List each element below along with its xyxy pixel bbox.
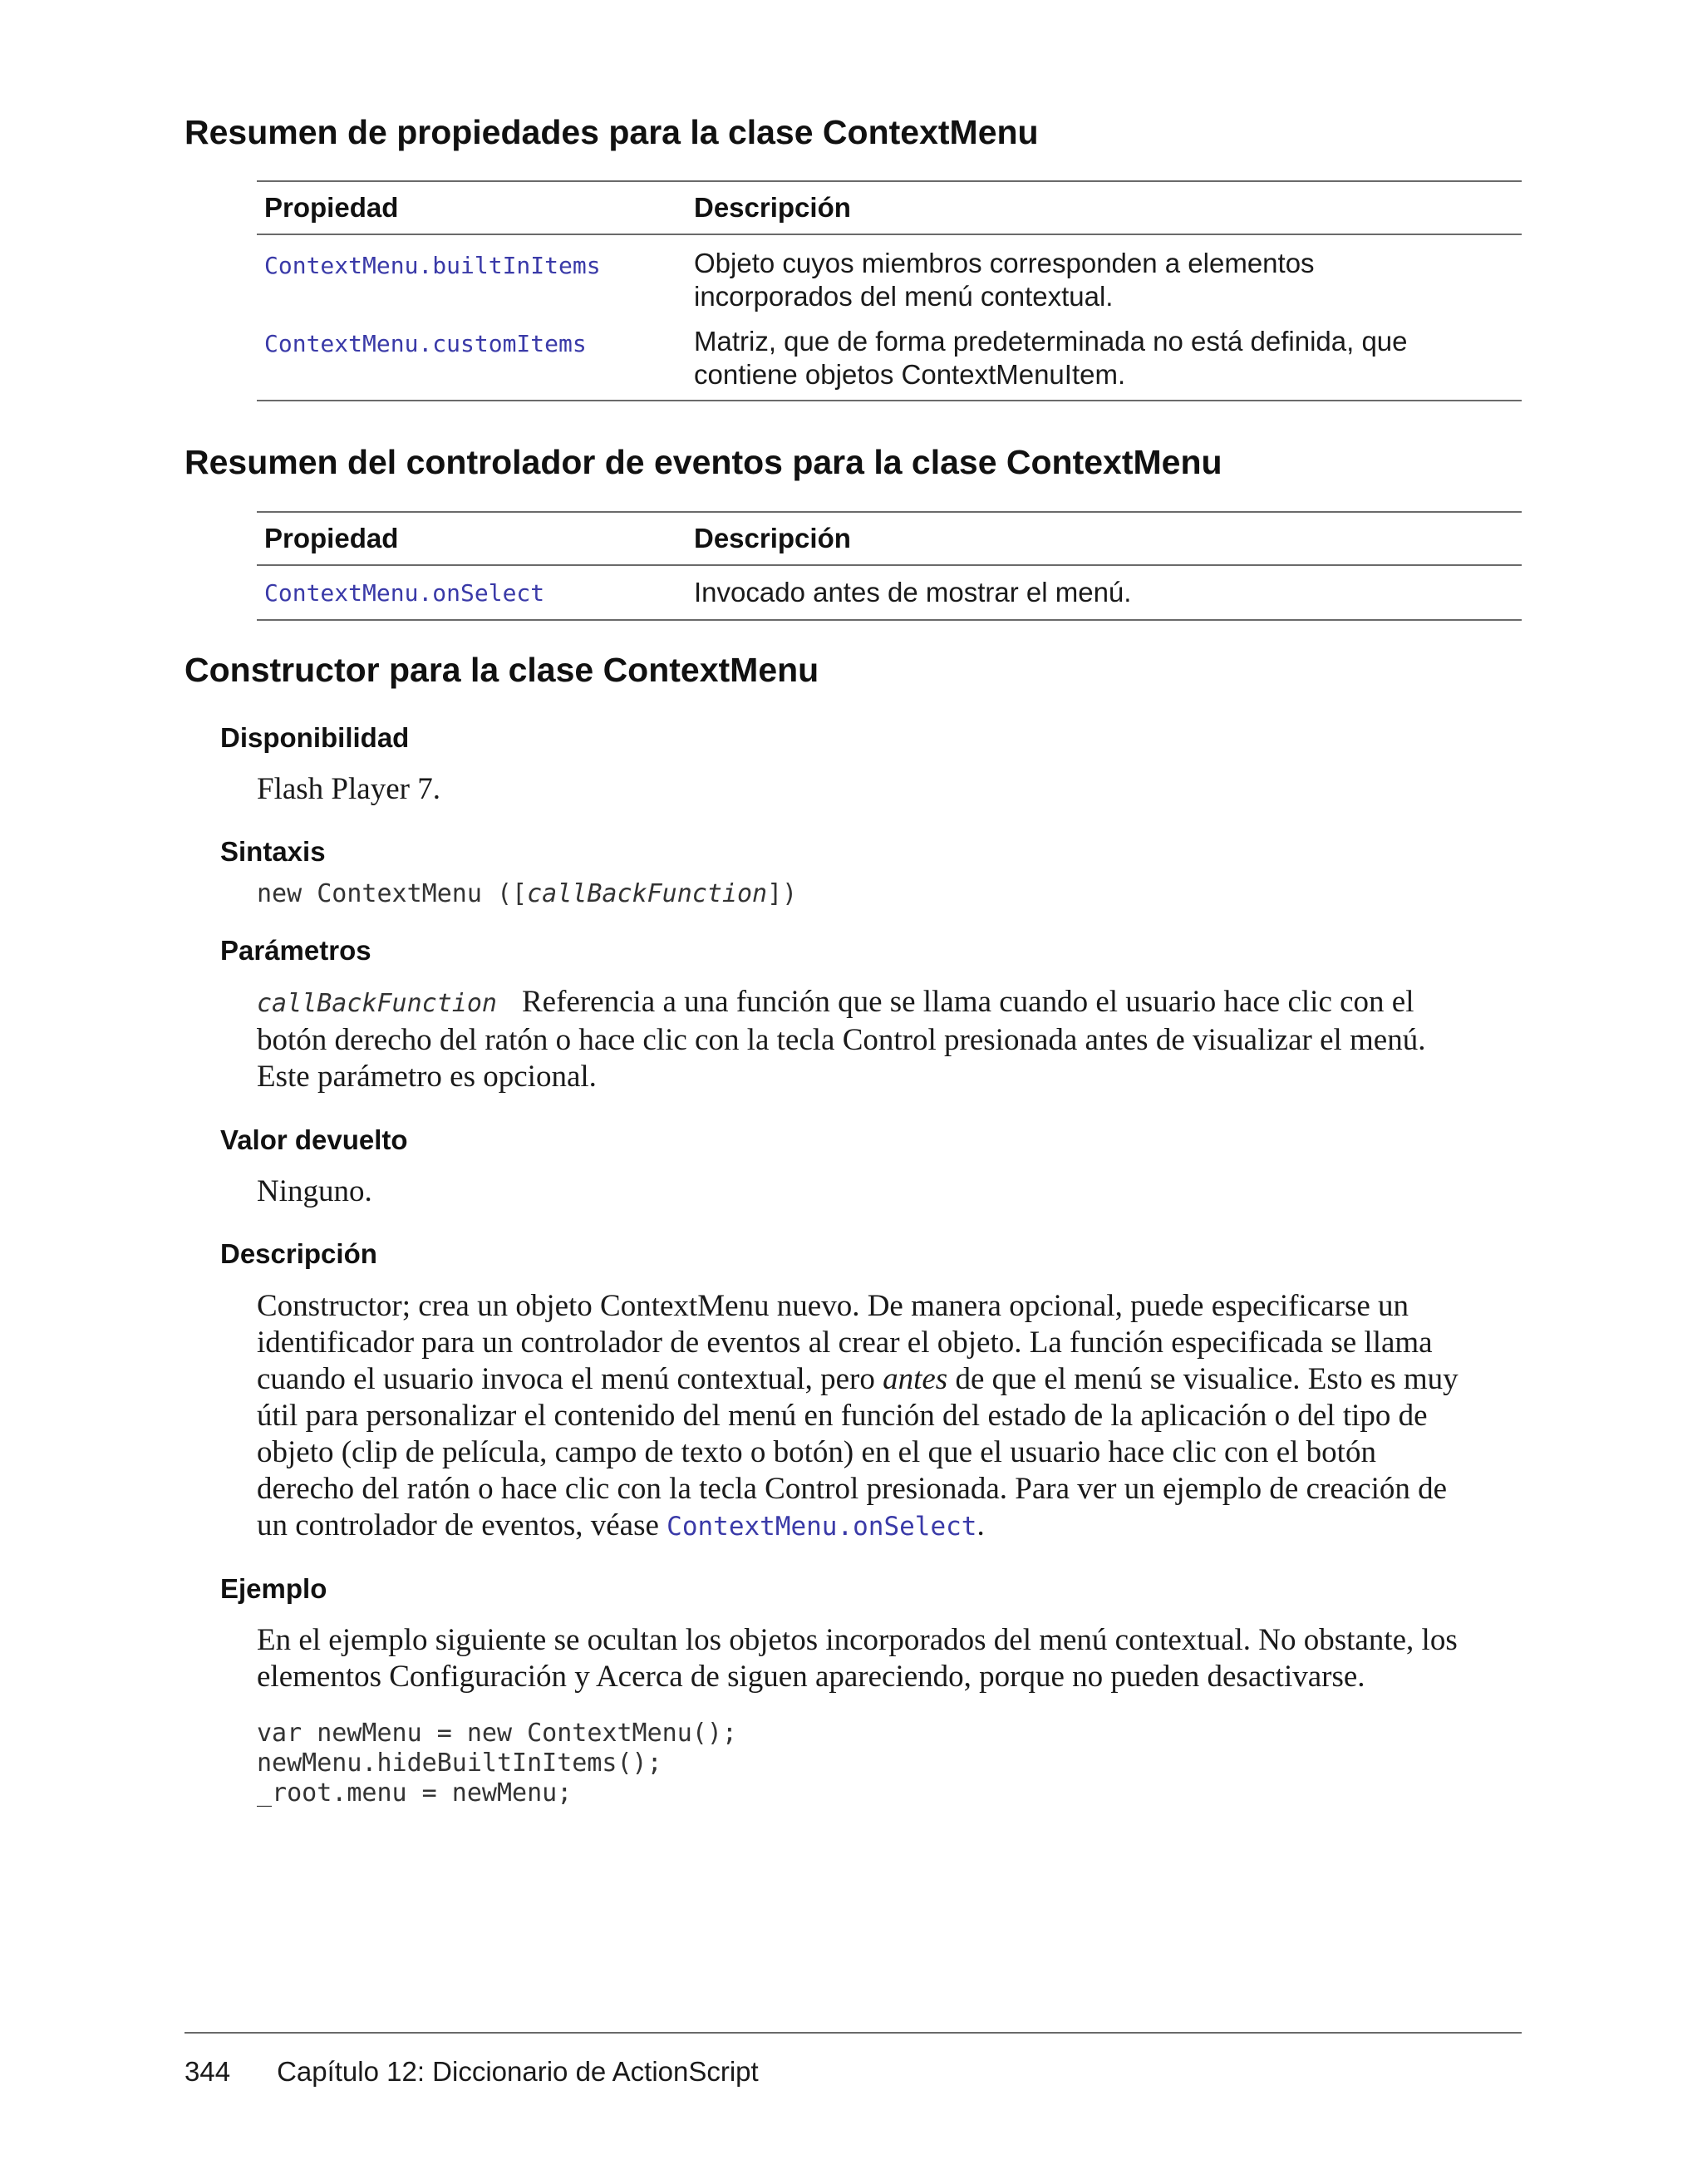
customitems-link[interactable]: ContextMenu.customItems <box>264 330 587 357</box>
example-code-block <box>257 1719 737 1808</box>
event-handler-table <box>257 511 1522 621</box>
description-line7: un controlador de eventos, véase ContextMenu.onSelect. <box>257 1508 985 1542</box>
onselect-inline-link[interactable]: ContextMenu.onSelect <box>667 1512 977 1542</box>
return-value-heading: Valor devuelto <box>220 1124 408 1155</box>
description-heading: Descripción <box>220 1238 377 1269</box>
code-line: var newMenu = new ContextMenu(); <box>257 1719 737 1748</box>
syntax-code <box>257 879 797 909</box>
return-value-text: Ninguno. <box>257 1174 372 1208</box>
properties-header-description: Descripción <box>694 192 851 223</box>
description-line4: útil para personalizar el contenido del menú en función del estado de la aplicación o del tipo de <box>257 1399 1428 1433</box>
param-desc-line3: Este parámetro es opcional. <box>257 1060 597 1094</box>
builtinitems-desc-line1: Objeto cuyos miembros corresponden a elementos <box>694 248 1315 278</box>
parameter-description <box>257 984 1528 1095</box>
description-paragraph <box>257 1288 1528 1545</box>
syntax-param: callBackFunction <box>527 879 768 908</box>
constructor-heading: Constructor para la clase ContextMenu <box>184 651 819 689</box>
builtinitems-desc-line2: incorporados del menú contextual. <box>694 281 1114 312</box>
example-line2: elementos Configuración y Acerca de siguen apareciendo, porque no pueden desactivarse. <box>257 1660 1365 1694</box>
syntax-suffix: ]) <box>767 879 798 908</box>
table-row <box>257 235 1522 313</box>
example-line1: En el ejemplo siguiente se ocultan los objetos incorporados del menú contextual. No obstante, los <box>257 1623 1458 1657</box>
page-footer <box>184 2056 759 2088</box>
example-heading: Ejemplo <box>220 1573 327 1604</box>
builtinitems-link[interactable]: ContextMenu.builtInItems <box>264 252 601 279</box>
properties-table-header <box>257 182 1522 235</box>
page-number: 344 <box>184 2056 231 2087</box>
availability-text: Flash Player 7. <box>257 772 440 806</box>
syntax-prefix: new ContextMenu ([ <box>257 879 528 908</box>
parameters-heading: Parámetros <box>220 935 371 966</box>
footer-divider <box>184 2032 1522 2034</box>
param-name: callBackFunction <box>257 989 497 1018</box>
param-desc-line2: botón derecho del ratón o hace clic con la tecla Control presionada antes de visualizar el menú. <box>257 1023 1426 1057</box>
description-line2: identificador para un controlador de eventos al crear el objeto. La función especificada se llama <box>257 1326 1433 1360</box>
table-row <box>257 566 1522 619</box>
syntax-heading: Sintaxis <box>220 836 326 867</box>
description-line6: derecho del ratón o hace clic con la tecla Control presionada. Para ver un ejemplo de creación de <box>257 1472 1448 1506</box>
chapter-title: Capítulo 12: Diccionario de ActionScript <box>277 2056 759 2087</box>
onselect-desc: Invocado antes de mostrar el menú. <box>694 577 1132 607</box>
table-row <box>257 313 1522 400</box>
customitems-desc-line2: contiene objetos ContextMenuItem. <box>694 359 1126 390</box>
onselect-link[interactable]: ContextMenu.onSelect <box>264 579 545 607</box>
event-table-header <box>257 513 1522 566</box>
event-header-property: Propiedad <box>264 523 399 553</box>
availability-heading: Disponibilidad <box>220 722 410 753</box>
description-line3: cuando el usuario invoca el menú contextual, pero antes de que el menú se visualice. Esto es muy <box>257 1362 1459 1396</box>
properties-summary-heading: Resumen de propiedades para la clase ContextMenu <box>184 113 1039 151</box>
description-line1: Constructor; crea un objeto ContextMenu nuevo. De manera opcional, puede especificarse un <box>257 1289 1409 1323</box>
description-line5: objeto (clip de película, campo de texto o botón) en el que el usuario hace clic con el botón <box>257 1435 1376 1469</box>
properties-header-property: Propiedad <box>264 192 399 223</box>
code-line: newMenu.hideBuiltInItems(); <box>257 1749 662 1778</box>
event-header-description: Descripción <box>694 523 851 553</box>
customitems-desc-line1: Matriz, que de forma predeterminada no está definida, que <box>694 326 1408 357</box>
event-handler-summary-heading: Resumen del controlador de eventos para la clase ContextMenu <box>184 443 1222 481</box>
code-line: _root.menu = newMenu; <box>257 1778 573 1808</box>
emphasis-antes: antes <box>883 1362 948 1396</box>
properties-table <box>257 180 1522 401</box>
param-desc-line1: Referencia a una función que se llama cuando el usuario hace clic con el <box>521 985 1414 1019</box>
example-paragraph <box>257 1622 1528 1695</box>
